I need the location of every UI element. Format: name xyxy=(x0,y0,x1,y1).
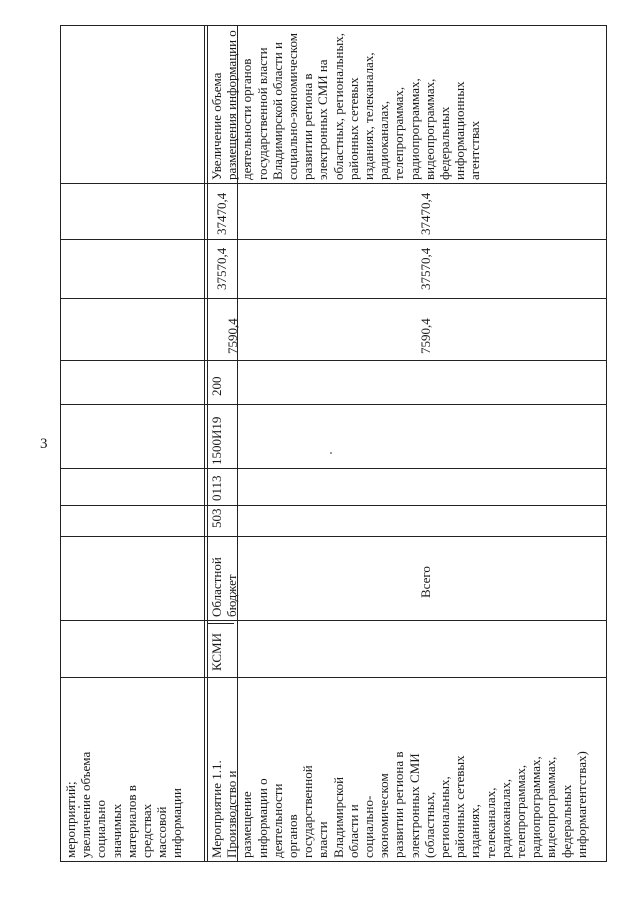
activity-description: Мероприятие 1.1. Производство и размещение информации о деятельности органов государственной власти Владимирской области и социально- экономическом развитии региона в электронных СМИ (областных, региональных, районных сетевых изданиях, телеканалах, радиоканалах, телепрограммах, радиопрограммах, видеопрограммах, федеральных информагентствах) xyxy=(209,751,589,858)
column-divider xyxy=(61,183,606,184)
column-divider xyxy=(61,677,606,678)
funding-source: Областной бюджет xyxy=(209,557,240,617)
executor: КСМИ xyxy=(209,633,224,671)
year2-amount: 37570,4 xyxy=(214,247,229,290)
column-divider xyxy=(61,404,606,405)
column-divider xyxy=(61,360,606,361)
total-label: Всего xyxy=(418,566,433,598)
row-divider xyxy=(204,26,205,861)
column-divider xyxy=(61,536,606,537)
page-number: 3 xyxy=(40,436,48,452)
column-divider xyxy=(61,620,606,621)
year1-amount: 7590,4 xyxy=(225,318,240,354)
row-divider xyxy=(207,26,208,861)
csr-code: 1500И19 xyxy=(209,416,224,465)
total-year3-amount: 37470,4 xyxy=(418,192,433,235)
rzpr-code: 0113 xyxy=(209,475,224,501)
column-divider xyxy=(61,468,606,469)
column-divider xyxy=(61,239,606,240)
source-divider xyxy=(207,623,234,624)
grbs-code: 503 xyxy=(209,508,224,528)
expected-result: Увеличение объема размещения информации о деятельности органов государственной власти Владимирской области и социально-экономическом развитии региона в электронных СМИ на областных, региональных, районных сетевых изданиях, телеканалах, радиоканалах, телепрограммах, радиопрограммах, видеопрограммах, федеральных информационных агентствах xyxy=(209,30,483,180)
column-divider xyxy=(61,298,606,299)
total-year2-amount: 37570,4 xyxy=(418,247,433,290)
vr-code: 200 xyxy=(209,376,224,396)
column-divider xyxy=(61,505,606,506)
total-year1-amount: 7590,4 xyxy=(418,318,433,354)
previous-row-activity: мероприятий; увеличение объема социально значимых материалов в средствах массовой информации xyxy=(63,751,185,858)
year3-amount: 37470,4 xyxy=(214,192,229,235)
budget-table xyxy=(60,25,607,862)
